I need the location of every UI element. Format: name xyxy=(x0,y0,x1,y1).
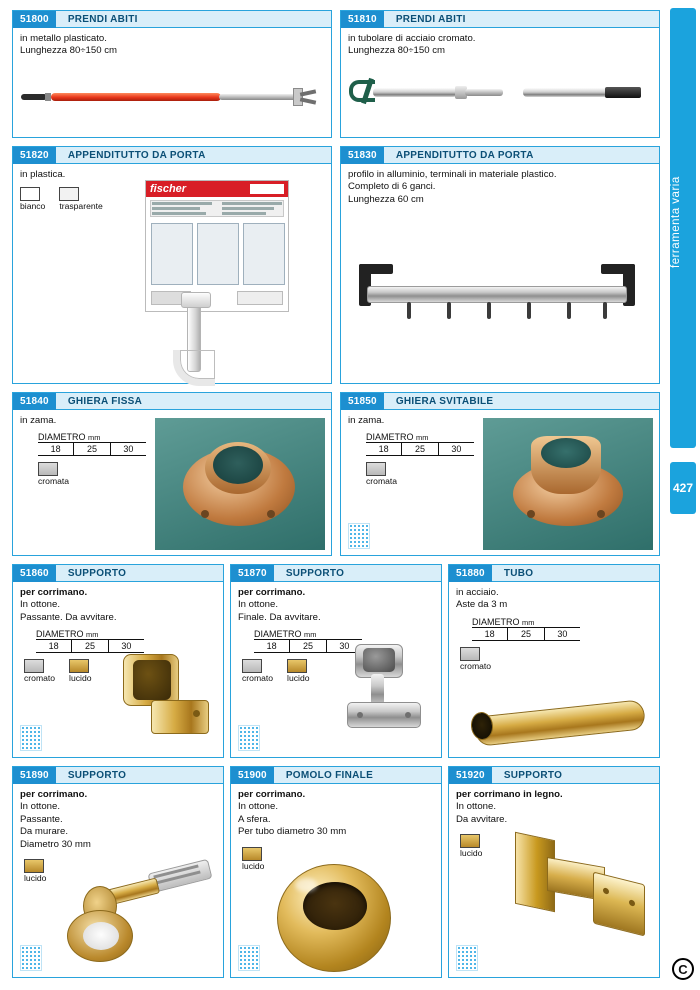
swatch-cromata xyxy=(38,462,69,487)
product-desc-line-2: A sfera. xyxy=(238,813,271,825)
card-body xyxy=(449,582,659,757)
swatch-lucido xyxy=(242,847,264,872)
corner-mark: C xyxy=(672,958,694,980)
product-desc-line-1: in metallo plasticato. xyxy=(20,33,107,44)
product-code: 51890 xyxy=(13,767,56,784)
product-code: 51820 xyxy=(13,147,56,164)
diameter-unit: mm xyxy=(416,433,429,443)
product-subtitle: per corrimano. xyxy=(238,587,306,598)
diameter-label: DIAMETRO xyxy=(366,432,414,443)
decorative-dot-square xyxy=(456,945,478,971)
diameter-value: 25 xyxy=(402,443,438,455)
product-image-51840 xyxy=(155,418,325,550)
diameter-header xyxy=(38,432,146,442)
card-header xyxy=(13,565,223,582)
card-body xyxy=(231,784,441,977)
diameter-header xyxy=(366,432,474,442)
diameter-table xyxy=(472,617,580,641)
card-header xyxy=(13,767,223,784)
product-card-51920[interactable] xyxy=(448,766,660,978)
card-header xyxy=(449,767,659,784)
product-card-51870[interactable] xyxy=(230,564,442,758)
diameter-label: DIAMETRO xyxy=(38,432,86,443)
product-title: PRENDI ABITI xyxy=(67,13,138,25)
product-image-51890 xyxy=(61,856,221,976)
product-code: 51800 xyxy=(13,11,56,28)
product-desc-line-2: Completo di 6 ganci. xyxy=(348,181,436,193)
swatch-label: cromato xyxy=(242,673,274,684)
product-desc-line-1: in acciaio. xyxy=(456,587,499,598)
product-desc-line-2: Lunghezza 80÷150 cm xyxy=(20,45,118,57)
diameter-value: 18 xyxy=(36,640,72,652)
card-body xyxy=(341,410,659,555)
product-card-51880[interactable] xyxy=(448,564,660,758)
package-photo-1 xyxy=(151,223,193,285)
diameter-unit: mm xyxy=(522,617,535,627)
swatch-label: lucido xyxy=(69,673,92,684)
card-body xyxy=(13,164,331,383)
diameter-value: 30 xyxy=(557,628,568,639)
page-number: 427 xyxy=(670,462,696,514)
card-body xyxy=(341,28,659,137)
swatch-chip-chrome xyxy=(242,659,262,673)
swatch-chip-brass xyxy=(242,847,262,861)
diameter-values xyxy=(472,627,580,641)
swatch-lucido xyxy=(24,859,46,884)
brand-name: fischer xyxy=(150,183,187,195)
product-image-51860 xyxy=(117,648,217,744)
product-desc-line-1: In ottone. xyxy=(456,801,497,813)
diameter-value: 25 xyxy=(290,640,326,652)
product-desc-line-1: in zama. xyxy=(348,415,385,426)
diameter-unit: mm xyxy=(88,433,101,443)
swatch-label: cromata xyxy=(38,476,70,487)
decorative-dot-square xyxy=(238,945,260,971)
product-image-51800 xyxy=(21,76,317,116)
product-image-51880 xyxy=(465,694,651,752)
swatch-cromato xyxy=(242,659,273,684)
swatch-chip-brass xyxy=(287,659,307,673)
product-subtitle: per corrimano. xyxy=(20,587,88,598)
swatch-chip-brass xyxy=(69,659,89,673)
card-header xyxy=(231,767,441,784)
product-title: APPENDITUTTO DA PORTA xyxy=(395,149,534,161)
card-body xyxy=(13,784,223,977)
package-photo-2 xyxy=(197,223,239,285)
product-image-51820 xyxy=(131,174,323,384)
product-code: 51840 xyxy=(13,393,56,410)
product-image-51830 xyxy=(351,264,641,334)
product-title: GHIERA FISSA xyxy=(67,395,143,407)
product-code: 51860 xyxy=(13,565,56,582)
swatch-cromato xyxy=(24,659,55,684)
diameter-value: 25 xyxy=(72,640,108,652)
swatch-chip-chrome xyxy=(24,659,44,673)
product-title: TUBO xyxy=(503,567,534,579)
product-code: 51880 xyxy=(449,565,492,582)
product-title: SUPPORTO xyxy=(67,567,127,579)
product-desc-line-3: Da murare. xyxy=(20,826,68,838)
product-image-51900 xyxy=(267,856,407,980)
product-card-51860[interactable] xyxy=(12,564,224,758)
product-image-51850 xyxy=(483,418,653,550)
decorative-dot-square xyxy=(238,725,260,751)
diameter-label: DIAMETRO xyxy=(472,616,520,627)
product-image-51870 xyxy=(337,640,437,744)
product-image-51920 xyxy=(507,822,657,962)
product-desc-line-1: In ottone. xyxy=(20,599,61,611)
swatch-label: cromato xyxy=(460,660,492,671)
swatch-chip-chrome xyxy=(366,462,386,476)
brand-band xyxy=(146,181,288,197)
product-subtitle: per corrimano. xyxy=(20,789,88,800)
swatch-cromata xyxy=(366,462,397,487)
product-desc-line-1: In ottone. xyxy=(238,599,279,611)
card-header xyxy=(341,147,659,164)
side-rail xyxy=(666,0,700,990)
product-desc-line-2: Passante. Da avvitare. xyxy=(20,611,117,623)
diameter-values xyxy=(366,442,474,456)
section-label: ferramenta varia xyxy=(670,176,682,268)
card-header xyxy=(13,147,331,164)
product-subtitle: per corrimano in legno. xyxy=(456,789,563,800)
product-desc-line-1: in zama. xyxy=(20,415,57,426)
swatch-label: lucido xyxy=(287,673,310,684)
swatch-chip-chrome xyxy=(38,462,58,476)
diameter-label: DIAMETRO xyxy=(254,629,302,640)
diameter-value: 18 xyxy=(472,628,508,640)
card-body xyxy=(13,582,223,757)
swatch-lucido xyxy=(460,834,482,859)
product-desc-line-4: Diametro 30 mm xyxy=(20,838,91,850)
diameter-values xyxy=(38,442,146,456)
product-title: APPENDITUTTO DA PORTA xyxy=(67,149,206,161)
product-code: 51920 xyxy=(449,767,492,784)
product-subtitle: per corrimano. xyxy=(238,789,306,800)
diameter-header xyxy=(472,617,580,627)
product-code: 51830 xyxy=(341,147,384,164)
diameter-value: 30 xyxy=(339,641,350,652)
card-body xyxy=(341,164,659,383)
card-header xyxy=(231,565,441,582)
product-title: SUPPORTO xyxy=(285,567,345,579)
product-image-51810 xyxy=(347,74,647,118)
product-card-51840[interactable] xyxy=(12,392,332,556)
color-swatches xyxy=(460,647,652,672)
diameter-label: DIAMETRO xyxy=(36,629,84,640)
card-header xyxy=(13,11,331,28)
card-body xyxy=(13,410,331,555)
card-header xyxy=(341,393,659,410)
product-desc-line-1: In ottone. xyxy=(238,801,279,813)
product-title: SUPPORTO xyxy=(67,769,127,781)
swatch-label: lucido xyxy=(242,860,265,871)
product-desc-line-3: Per tubo diametro 30 mm xyxy=(238,826,347,838)
swatch-chip-brass xyxy=(460,834,480,848)
swatch-label: cromata xyxy=(366,476,398,487)
diameter-unit: mm xyxy=(86,630,99,640)
product-card-51820[interactable] xyxy=(12,146,332,384)
product-card-51800[interactable] xyxy=(12,10,332,138)
swatch-chip-chrome xyxy=(460,647,480,661)
swatch-label: bianco xyxy=(20,201,46,212)
card-header xyxy=(341,11,659,28)
hook-bracket xyxy=(181,292,211,308)
diameter-value: 18 xyxy=(38,443,74,455)
card-body xyxy=(13,28,331,137)
product-desc-line-1: profilo in alluminio, terminali in materiale plastico. xyxy=(348,169,557,180)
swatch-chip-brass xyxy=(24,859,44,873)
blister-package xyxy=(145,180,289,312)
diameter-value: 30 xyxy=(123,444,134,455)
product-desc-line-1: in plastica. xyxy=(20,169,66,180)
swatch-bianco xyxy=(20,187,45,212)
swatch-cromato xyxy=(460,647,491,672)
product-code: 51870 xyxy=(231,565,274,582)
card-body xyxy=(449,784,659,977)
diameter-value: 30 xyxy=(451,444,462,455)
product-desc-line-2: Finale. Da avvitare. xyxy=(238,611,321,623)
swatch-lucido xyxy=(287,659,309,684)
product-desc-line-1: In ottone. xyxy=(20,801,61,813)
product-card-51890[interactable] xyxy=(12,766,224,978)
product-code: 51900 xyxy=(231,767,274,784)
swatch-trasparente xyxy=(59,187,102,212)
card-header xyxy=(449,565,659,582)
diameter-table xyxy=(366,432,474,456)
swatch-lucido xyxy=(69,659,91,684)
diameter-unit: mm xyxy=(304,630,317,640)
card-header xyxy=(13,393,331,410)
decorative-dot-square xyxy=(348,523,370,549)
decorative-dot-square xyxy=(20,945,42,971)
plastic-hook-curve xyxy=(173,350,215,386)
package-photo-3 xyxy=(243,223,285,285)
swatch-chip-white xyxy=(20,187,40,201)
product-card-51850[interactable] xyxy=(340,392,660,556)
card-body xyxy=(231,582,441,757)
product-code: 51810 xyxy=(341,11,384,28)
diameter-value: 18 xyxy=(366,443,402,455)
product-card-51900[interactable] xyxy=(230,766,442,978)
swatch-label: lucido xyxy=(24,873,47,884)
swatch-chip-clear xyxy=(59,187,79,201)
diameter-header xyxy=(254,629,362,639)
product-desc-line-2: Passante. xyxy=(20,813,63,825)
product-desc-line-2: Da avvitare. xyxy=(456,813,508,825)
diameter-value: 30 xyxy=(121,641,132,652)
diameter-table xyxy=(38,432,146,456)
decorative-dot-square xyxy=(20,725,42,751)
product-title: POMOLO FINALE xyxy=(285,769,374,781)
swatch-label: lucido xyxy=(460,848,483,859)
product-card-51830[interactable] xyxy=(340,146,660,384)
diameter-header xyxy=(36,629,144,639)
product-desc-line-2: Aste da 3 m xyxy=(456,599,508,611)
swatch-label: cromato xyxy=(24,673,56,684)
product-desc-line-1: in tubolare di acciaio cromato. xyxy=(348,33,476,44)
product-title: PRENDI ABITI xyxy=(395,13,466,25)
product-code: 51850 xyxy=(341,393,384,410)
product-desc-line-2: Lunghezza 80÷150 cm xyxy=(348,45,446,57)
swatch-label: trasparente xyxy=(59,201,103,212)
product-title: GHIERA SVITABILE xyxy=(395,395,494,407)
product-card-51810[interactable] xyxy=(340,10,660,138)
diameter-value: 18 xyxy=(254,640,290,652)
product-title: SUPPORTO xyxy=(503,769,563,781)
product-desc-line-3: Lunghezza 60 cm xyxy=(348,193,424,205)
diameter-value: 25 xyxy=(74,443,110,455)
diameter-value: 25 xyxy=(508,628,544,640)
